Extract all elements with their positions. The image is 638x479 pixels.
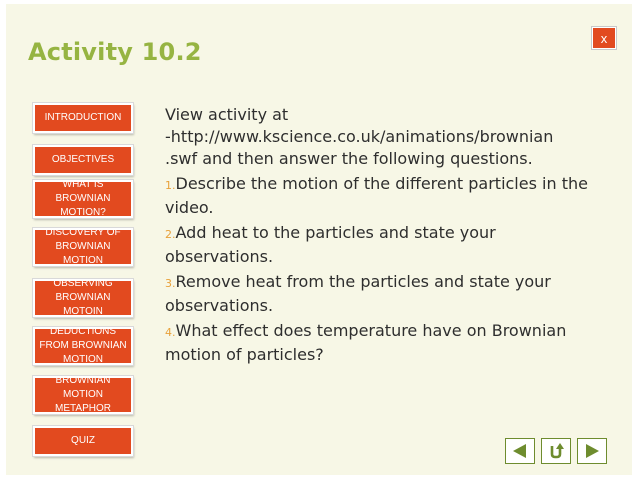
close-button[interactable]	[592, 27, 616, 49]
intro-line: .swf and then answer the following questions.	[165, 149, 533, 168]
nav-label: OBJECTIVES	[51, 154, 115, 165]
question-item	[165, 173, 605, 219]
question-number: 3.	[165, 277, 176, 290]
page-title: Activity 10.2	[28, 38, 202, 66]
intro-line: View activity at	[165, 105, 289, 124]
nav-label: BROWNIAN MOTION METAPHOR	[55, 375, 111, 414]
nav-label: DISCOVERY OF BROWNIAN MOTION	[45, 227, 121, 266]
question-number: 1.	[165, 179, 176, 192]
intro-text	[165, 104, 605, 170]
nav-observing-brownian-motion[interactable]	[33, 279, 133, 317]
next-button[interactable]	[577, 438, 607, 464]
question-text: Remove heat from the particles and state your observations.	[165, 272, 551, 315]
previous-button[interactable]	[505, 438, 535, 464]
return-arrow-icon	[547, 442, 565, 460]
question-number: 2.	[165, 228, 176, 241]
nav-discovery-of-brownian-motion[interactable]	[33, 228, 133, 266]
question-text: Describe the motion of the different particles in the video.	[165, 174, 588, 217]
close-label: x	[600, 30, 608, 46]
nav-quiz[interactable]	[33, 426, 133, 456]
nav-label: DEDUCTIONS FROM BROWNIAN MOTION	[39, 326, 127, 365]
slide-content	[165, 104, 605, 369]
nav-label: WHAT IS BROWNIAN MOTION?	[55, 179, 111, 218]
nav-label: OBSERVING BROWNIAN MOTOIN	[53, 278, 113, 317]
nav-brownian-motion-metaphor[interactable]	[33, 376, 133, 414]
nav-label: INTRODUCTION	[44, 112, 122, 123]
nav-deductions-from-brownian-motion[interactable]	[33, 327, 133, 365]
nav-what-is-brownian-motion[interactable]	[33, 180, 133, 218]
question-item	[165, 271, 605, 317]
activity-url: -http://www.kscience.co.uk/animations/brownian	[165, 127, 554, 146]
triangle-right-icon	[583, 442, 601, 460]
nav-label: QUIZ	[71, 435, 95, 446]
question-item	[165, 222, 605, 268]
nav-introduction[interactable]	[33, 103, 133, 133]
question-number: 4.	[165, 326, 176, 339]
question-text: What effect does temperature have on Brownian motion of particles?	[165, 321, 567, 364]
question-text: Add heat to the particles and state your observations.	[165, 223, 496, 266]
triangle-left-icon	[511, 442, 529, 460]
return-button[interactable]	[541, 438, 571, 464]
nav-objectives[interactable]	[33, 145, 133, 175]
question-item	[165, 320, 605, 366]
